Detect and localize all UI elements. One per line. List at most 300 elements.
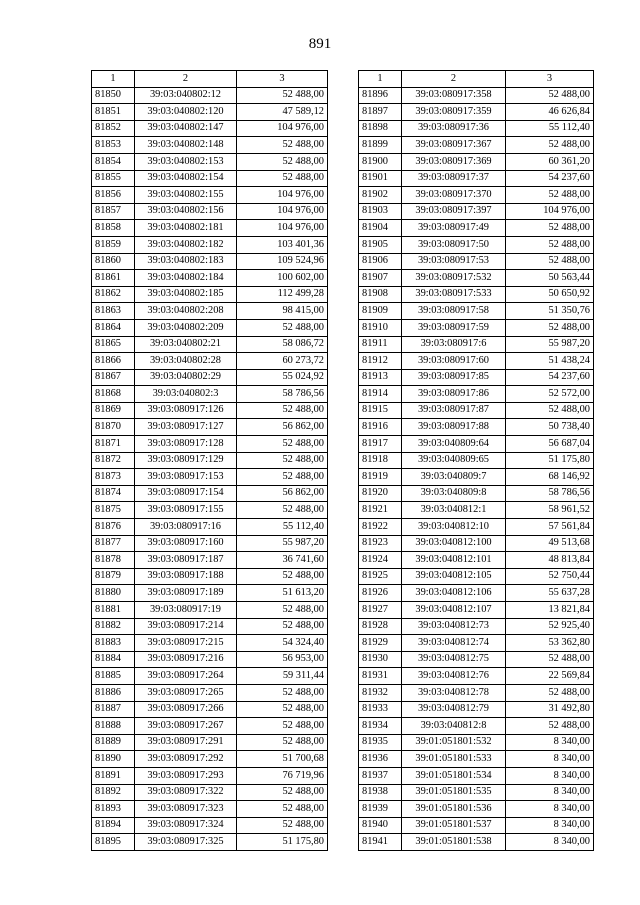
row-number: 81915 xyxy=(359,402,402,419)
cadastral-number: 39:03:080917:367 xyxy=(402,137,506,154)
row-number: 81889 xyxy=(92,734,135,751)
cadastral-value: 52 488,00 xyxy=(237,452,328,469)
cadastral-number: 39:03:040812:10 xyxy=(402,519,506,536)
table-row xyxy=(92,585,328,602)
cadastral-number: 39:03:080917:324 xyxy=(135,817,237,834)
cadastral-value: 59 311,44 xyxy=(237,668,328,685)
cadastral-value: 52 488,00 xyxy=(237,137,328,154)
row-number: 81862 xyxy=(92,286,135,303)
cadastral-number: 39:03:040809:64 xyxy=(402,436,506,453)
row-number: 81877 xyxy=(92,535,135,552)
cadastral-value: 52 488,00 xyxy=(506,137,594,154)
table-row xyxy=(359,253,594,270)
cadastral-number: 39:03:040812:75 xyxy=(402,651,506,668)
table-row xyxy=(359,220,594,237)
row-number: 81920 xyxy=(359,485,402,502)
cadastral-number: 39:03:040802:183 xyxy=(135,253,237,270)
cadastral-value: 52 488,00 xyxy=(237,602,328,619)
cadastral-number: 39:03:040812:76 xyxy=(402,668,506,685)
cadastral-value: 57 561,84 xyxy=(506,519,594,536)
cadastral-number: 39:03:040802:155 xyxy=(135,187,237,204)
table-row xyxy=(92,834,328,851)
cadastral-value: 50 563,44 xyxy=(506,270,594,287)
table-row xyxy=(359,585,594,602)
cadastral-number: 39:03:040812:73 xyxy=(402,618,506,635)
cadastral-value: 60 361,20 xyxy=(506,153,594,170)
cadastral-value: 49 513,68 xyxy=(506,535,594,552)
row-number: 81913 xyxy=(359,369,402,386)
cadastral-number: 39:03:040802:156 xyxy=(135,203,237,220)
row-number: 81883 xyxy=(92,635,135,652)
cadastral-value: 52 488,00 xyxy=(237,436,328,453)
cadastral-number: 39:03:080917:160 xyxy=(135,535,237,552)
table-row xyxy=(92,137,328,154)
cadastral-value: 52 488,00 xyxy=(237,402,328,419)
row-number: 81851 xyxy=(92,104,135,121)
row-number: 81941 xyxy=(359,834,402,851)
table-row xyxy=(359,319,594,336)
cadastral-value: 52 488,00 xyxy=(506,319,594,336)
header-col-3: 3 xyxy=(237,71,328,88)
row-number: 81907 xyxy=(359,270,402,287)
table-row xyxy=(92,469,328,486)
cadastral-number: 39:03:080917:215 xyxy=(135,635,237,652)
table-row xyxy=(92,303,328,320)
registry-table-right xyxy=(358,70,594,851)
table-row xyxy=(92,120,328,137)
cadastral-number: 39:03:040812:78 xyxy=(402,684,506,701)
row-number: 81856 xyxy=(92,187,135,204)
cadastral-value: 51 613,20 xyxy=(237,585,328,602)
table-row xyxy=(92,104,328,121)
cadastral-number: 39:03:040812:1 xyxy=(402,502,506,519)
cadastral-number: 39:03:040802:147 xyxy=(135,120,237,137)
cadastral-number: 39:03:040802:182 xyxy=(135,236,237,253)
table-row xyxy=(359,767,594,784)
cadastral-value: 52 488,00 xyxy=(237,153,328,170)
cadastral-value: 52 488,00 xyxy=(237,734,328,751)
table-row xyxy=(359,751,594,768)
cadastral-number: 39:03:080917:359 xyxy=(402,104,506,121)
cadastral-number: 39:03:080917:36 xyxy=(402,120,506,137)
table-row xyxy=(92,519,328,536)
cadastral-number: 39:03:080917:397 xyxy=(402,203,506,220)
table-row xyxy=(92,153,328,170)
cadastral-value: 52 488,00 xyxy=(237,87,328,104)
table-row xyxy=(92,402,328,419)
cadastral-number: 39:03:040802:154 xyxy=(135,170,237,187)
row-number: 81888 xyxy=(92,718,135,735)
row-number: 81928 xyxy=(359,618,402,635)
table-row xyxy=(359,436,594,453)
cadastral-value: 52 488,00 xyxy=(237,618,328,635)
table-row xyxy=(359,519,594,536)
row-number: 81866 xyxy=(92,353,135,370)
cadastral-value: 52 488,00 xyxy=(237,502,328,519)
cadastral-value: 54 324,40 xyxy=(237,635,328,652)
cadastral-number: 39:03:040812:100 xyxy=(402,535,506,552)
cadastral-number: 39:03:080917:188 xyxy=(135,568,237,585)
table-row xyxy=(359,137,594,154)
row-number: 81864 xyxy=(92,319,135,336)
cadastral-value: 104 976,00 xyxy=(237,187,328,204)
row-number: 81867 xyxy=(92,369,135,386)
row-number: 81860 xyxy=(92,253,135,270)
table-row xyxy=(92,436,328,453)
row-number: 81874 xyxy=(92,485,135,502)
cadastral-number: 39:03:040802:12 xyxy=(135,87,237,104)
row-number: 81891 xyxy=(92,767,135,784)
row-number: 81918 xyxy=(359,452,402,469)
row-number: 81924 xyxy=(359,552,402,569)
cadastral-value: 50 738,40 xyxy=(506,419,594,436)
table-row xyxy=(359,336,594,353)
table-header-row xyxy=(92,71,328,88)
row-number: 81933 xyxy=(359,701,402,718)
cadastral-value: 52 488,00 xyxy=(237,718,328,735)
cadastral-value: 104 976,00 xyxy=(506,203,594,220)
row-number: 81854 xyxy=(92,153,135,170)
row-number: 81902 xyxy=(359,187,402,204)
cadastral-value: 52 488,00 xyxy=(506,87,594,104)
table-row xyxy=(92,485,328,502)
cadastral-value: 52 750,44 xyxy=(506,568,594,585)
row-number: 81898 xyxy=(359,120,402,137)
table-row xyxy=(92,236,328,253)
table-row xyxy=(359,286,594,303)
cadastral-value: 54 237,60 xyxy=(506,369,594,386)
cadastral-number: 39:03:080917:264 xyxy=(135,668,237,685)
table-row xyxy=(359,303,594,320)
row-number: 81899 xyxy=(359,137,402,154)
cadastral-number: 39:03:080917:127 xyxy=(135,419,237,436)
cadastral-value: 52 488,00 xyxy=(506,684,594,701)
cadastral-number: 39:03:080917:59 xyxy=(402,319,506,336)
row-number: 81875 xyxy=(92,502,135,519)
cadastral-number: 39:03:080917:323 xyxy=(135,801,237,818)
row-number: 81882 xyxy=(92,618,135,635)
cadastral-value: 68 146,92 xyxy=(506,469,594,486)
row-number: 81896 xyxy=(359,87,402,104)
cadastral-number: 39:03:080917:370 xyxy=(402,187,506,204)
table-row xyxy=(92,602,328,619)
table-row xyxy=(92,751,328,768)
table-row xyxy=(92,552,328,569)
cadastral-value: 52 572,00 xyxy=(506,386,594,403)
cadastral-number: 39:03:080917:292 xyxy=(135,751,237,768)
cadastral-number: 39:03:080917:50 xyxy=(402,236,506,253)
cadastral-value: 52 488,00 xyxy=(506,187,594,204)
row-number: 81916 xyxy=(359,419,402,436)
cadastral-value: 36 741,60 xyxy=(237,552,328,569)
table-row xyxy=(92,170,328,187)
cadastral-number: 39:03:080917:16 xyxy=(135,519,237,536)
row-number: 81929 xyxy=(359,635,402,652)
header-col-1: 1 xyxy=(359,71,402,88)
row-number: 81881 xyxy=(92,602,135,619)
cadastral-value: 52 488,00 xyxy=(237,701,328,718)
cadastral-value: 52 488,00 xyxy=(237,319,328,336)
cadastral-number: 39:03:080917:325 xyxy=(135,834,237,851)
cadastral-number: 39:03:080917:60 xyxy=(402,353,506,370)
table-row xyxy=(92,734,328,751)
row-number: 81895 xyxy=(92,834,135,851)
cadastral-value: 58 086,72 xyxy=(237,336,328,353)
cadastral-number: 39:03:080917:532 xyxy=(402,270,506,287)
cadastral-value: 52 488,00 xyxy=(506,651,594,668)
cadastral-value: 8 340,00 xyxy=(506,784,594,801)
table-row xyxy=(359,618,594,635)
cadastral-number: 39:03:040802:29 xyxy=(135,369,237,386)
cadastral-number: 39:03:040802:185 xyxy=(135,286,237,303)
cadastral-value: 54 237,60 xyxy=(506,170,594,187)
table-row xyxy=(92,718,328,735)
row-number: 81900 xyxy=(359,153,402,170)
table-row xyxy=(92,701,328,718)
header-col-2: 2 xyxy=(135,71,237,88)
row-number: 81931 xyxy=(359,668,402,685)
table-row xyxy=(92,502,328,519)
cadastral-value: 52 488,00 xyxy=(237,684,328,701)
table-row xyxy=(359,784,594,801)
cadastral-number: 39:03:080917:87 xyxy=(402,402,506,419)
cadastral-value: 52 925,40 xyxy=(506,618,594,635)
cadastral-number: 39:03:040802:181 xyxy=(135,220,237,237)
cadastral-value: 47 589,12 xyxy=(237,104,328,121)
cadastral-number: 39:01:051801:532 xyxy=(402,734,506,751)
row-number: 81935 xyxy=(359,734,402,751)
cadastral-value: 55 112,40 xyxy=(237,519,328,536)
table-row xyxy=(359,469,594,486)
cadastral-value: 8 340,00 xyxy=(506,801,594,818)
cadastral-value: 13 821,84 xyxy=(506,602,594,619)
cadastral-number: 39:03:080917:6 xyxy=(402,336,506,353)
table-row xyxy=(92,618,328,635)
cadastral-value: 52 488,00 xyxy=(506,236,594,253)
cadastral-value: 8 340,00 xyxy=(506,734,594,751)
table-row xyxy=(92,336,328,353)
cadastral-value: 104 976,00 xyxy=(237,120,328,137)
table-row xyxy=(359,353,594,370)
table-row xyxy=(359,817,594,834)
row-number: 81850 xyxy=(92,87,135,104)
cadastral-value: 104 976,00 xyxy=(237,203,328,220)
row-number: 81852 xyxy=(92,120,135,137)
cadastral-value: 51 700,68 xyxy=(237,751,328,768)
cadastral-number: 39:03:040809:7 xyxy=(402,469,506,486)
cadastral-value: 104 976,00 xyxy=(237,220,328,237)
cadastral-value: 60 273,72 xyxy=(237,353,328,370)
cadastral-value: 56 862,00 xyxy=(237,485,328,502)
table-row xyxy=(92,220,328,237)
cadastral-value: 51 175,80 xyxy=(506,452,594,469)
header-col-3: 3 xyxy=(506,71,594,88)
cadastral-number: 39:03:080917:85 xyxy=(402,369,506,386)
row-number: 81892 xyxy=(92,784,135,801)
cadastral-number: 39:03:080917:88 xyxy=(402,419,506,436)
cadastral-value: 8 340,00 xyxy=(506,767,594,784)
table-row xyxy=(359,402,594,419)
cadastral-number: 39:03:040802:148 xyxy=(135,137,237,154)
cadastral-number: 39:03:080917:214 xyxy=(135,618,237,635)
row-number: 81927 xyxy=(359,602,402,619)
cadastral-value: 46 626,84 xyxy=(506,104,594,121)
cadastral-value: 51 350,76 xyxy=(506,303,594,320)
table-row xyxy=(92,187,328,204)
table-row xyxy=(359,87,594,104)
table-row xyxy=(359,120,594,137)
table-row xyxy=(359,203,594,220)
row-number: 81868 xyxy=(92,386,135,403)
row-number: 81912 xyxy=(359,353,402,370)
table-row xyxy=(92,668,328,685)
cadastral-number: 39:03:080917:358 xyxy=(402,87,506,104)
cadastral-number: 39:03:080917:19 xyxy=(135,602,237,619)
table-row xyxy=(92,535,328,552)
table-row xyxy=(92,452,328,469)
cadastral-number: 39:03:080917:533 xyxy=(402,286,506,303)
row-number: 81858 xyxy=(92,220,135,237)
cadastral-number: 39:01:051801:533 xyxy=(402,751,506,768)
table-row xyxy=(359,718,594,735)
row-number: 81872 xyxy=(92,452,135,469)
row-number: 81926 xyxy=(359,585,402,602)
cadastral-value: 52 488,00 xyxy=(506,402,594,419)
cadastral-number: 39:03:040802:120 xyxy=(135,104,237,121)
row-number: 81890 xyxy=(92,751,135,768)
row-number: 81939 xyxy=(359,801,402,818)
row-number: 81925 xyxy=(359,568,402,585)
cadastral-number: 39:03:040812:107 xyxy=(402,602,506,619)
row-number: 81914 xyxy=(359,386,402,403)
cadastral-number: 39:03:080917:322 xyxy=(135,784,237,801)
cadastral-value: 56 953,00 xyxy=(237,651,328,668)
table-row xyxy=(92,801,328,818)
row-number: 81859 xyxy=(92,236,135,253)
table-row xyxy=(359,568,594,585)
cadastral-value: 8 340,00 xyxy=(506,817,594,834)
cadastral-number: 39:01:051801:535 xyxy=(402,784,506,801)
cadastral-number: 39:03:040812:106 xyxy=(402,585,506,602)
row-number: 81932 xyxy=(359,684,402,701)
table-row xyxy=(92,270,328,287)
table-row xyxy=(92,419,328,436)
cadastral-number: 39:03:080917:86 xyxy=(402,386,506,403)
table-row xyxy=(359,668,594,685)
row-number: 81905 xyxy=(359,236,402,253)
cadastral-value: 112 499,28 xyxy=(237,286,328,303)
row-number: 81871 xyxy=(92,436,135,453)
cadastral-value: 103 401,36 xyxy=(237,236,328,253)
row-number: 81930 xyxy=(359,651,402,668)
table-row xyxy=(92,817,328,834)
table-row xyxy=(92,87,328,104)
cadastral-number: 39:03:080917:154 xyxy=(135,485,237,502)
table-row xyxy=(359,552,594,569)
cadastral-number: 39:03:080917:53 xyxy=(402,253,506,270)
cadastral-value: 8 340,00 xyxy=(506,834,594,851)
cadastral-number: 39:01:051801:537 xyxy=(402,817,506,834)
page-number: 891 xyxy=(308,36,332,52)
row-number: 81865 xyxy=(92,336,135,353)
table-row xyxy=(359,684,594,701)
row-number: 81897 xyxy=(359,104,402,121)
table-row xyxy=(92,369,328,386)
row-number: 81923 xyxy=(359,535,402,552)
cadastral-number: 39:03:080917:265 xyxy=(135,684,237,701)
table-row xyxy=(92,353,328,370)
row-number: 81917 xyxy=(359,436,402,453)
row-number: 81904 xyxy=(359,220,402,237)
cadastral-value: 52 488,00 xyxy=(237,469,328,486)
table-row xyxy=(92,386,328,403)
row-number: 81880 xyxy=(92,585,135,602)
cadastral-value: 55 024,92 xyxy=(237,369,328,386)
table-row xyxy=(359,386,594,403)
table-row xyxy=(359,452,594,469)
cadastral-number: 39:03:080917:266 xyxy=(135,701,237,718)
table-row xyxy=(359,485,594,502)
cadastral-value: 52 488,00 xyxy=(237,784,328,801)
table-row xyxy=(359,104,594,121)
cadastral-number: 39:03:040809:8 xyxy=(402,485,506,502)
cadastral-number: 39:03:080917:49 xyxy=(402,220,506,237)
row-number: 81873 xyxy=(92,469,135,486)
cadastral-value: 52 488,00 xyxy=(506,253,594,270)
cadastral-value: 55 987,20 xyxy=(237,535,328,552)
row-number: 81879 xyxy=(92,568,135,585)
cadastral-value: 50 650,92 xyxy=(506,286,594,303)
table-row xyxy=(92,319,328,336)
cadastral-number: 39:03:040812:79 xyxy=(402,701,506,718)
row-number: 81940 xyxy=(359,817,402,834)
cadastral-value: 56 862,00 xyxy=(237,419,328,436)
cadastral-number: 39:03:080917:126 xyxy=(135,402,237,419)
cadastral-value: 58 786,56 xyxy=(506,485,594,502)
cadastral-value: 48 813,84 xyxy=(506,552,594,569)
table-row xyxy=(359,270,594,287)
cadastral-number: 39:03:040802:184 xyxy=(135,270,237,287)
cadastral-number: 39:03:080917:128 xyxy=(135,436,237,453)
header-col-2: 2 xyxy=(402,71,506,88)
row-number: 81863 xyxy=(92,303,135,320)
cadastral-value: 100 602,00 xyxy=(237,270,328,287)
table-row xyxy=(359,834,594,851)
cadastral-value: 52 488,00 xyxy=(506,718,594,735)
cadastral-number: 39:03:040812:101 xyxy=(402,552,506,569)
table-row xyxy=(359,170,594,187)
cadastral-value: 109 524,96 xyxy=(237,253,328,270)
cadastral-number: 39:03:040802:153 xyxy=(135,153,237,170)
row-number: 81861 xyxy=(92,270,135,287)
cadastral-value: 52 488,00 xyxy=(237,801,328,818)
table-row xyxy=(92,784,328,801)
row-number: 81901 xyxy=(359,170,402,187)
table-row xyxy=(359,734,594,751)
cadastral-number: 39:03:040812:105 xyxy=(402,568,506,585)
cadastral-value: 98 415,00 xyxy=(237,303,328,320)
row-number: 81936 xyxy=(359,751,402,768)
table-row xyxy=(359,369,594,386)
table-row xyxy=(359,419,594,436)
table-row xyxy=(359,535,594,552)
cadastral-number: 39:03:040802:28 xyxy=(135,353,237,370)
table-header-row xyxy=(359,71,594,88)
cadastral-number: 39:03:080917:267 xyxy=(135,718,237,735)
cadastral-value: 53 362,80 xyxy=(506,635,594,652)
registry-table-left xyxy=(91,70,328,851)
table-row xyxy=(92,253,328,270)
